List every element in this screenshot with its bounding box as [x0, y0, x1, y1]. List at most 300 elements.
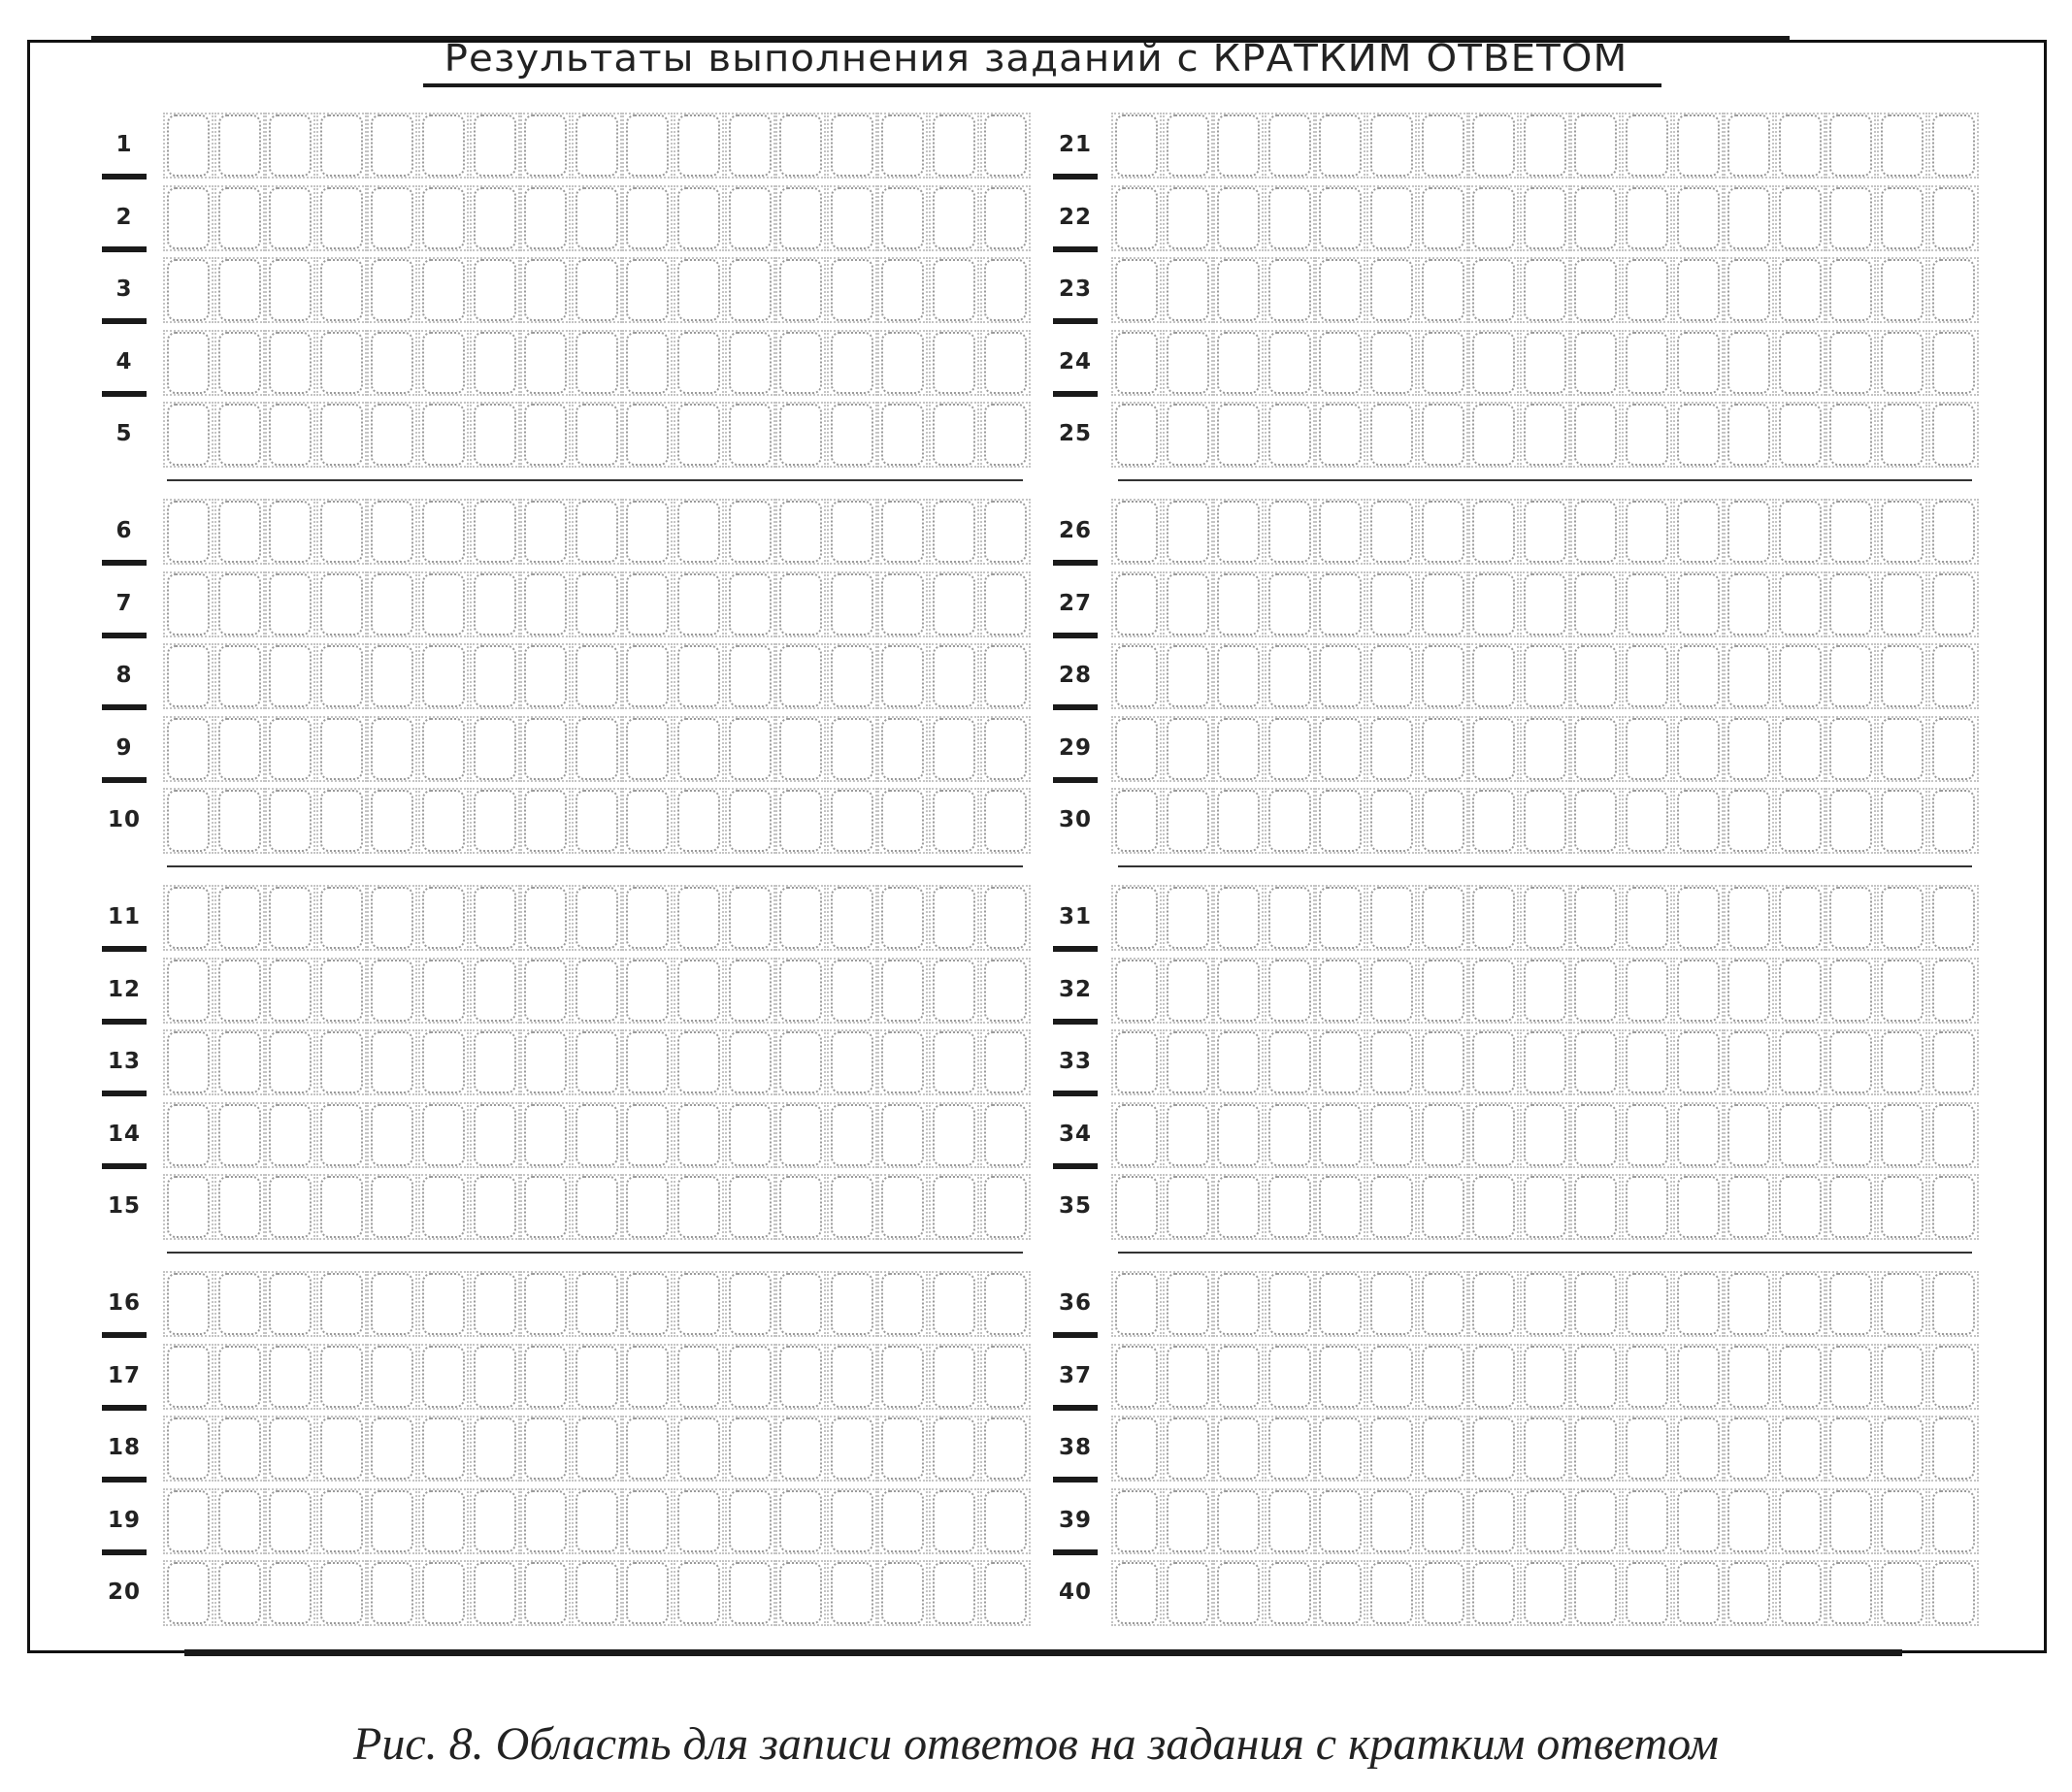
answer-cell-q28-11[interactable] [1626, 645, 1668, 707]
answer-cell-q2-10[interactable] [626, 187, 669, 249]
answer-cell-q5-14[interactable] [831, 404, 873, 466]
answer-cell-q24-14[interactable] [1779, 332, 1822, 394]
answer-cell-q5-4[interactable] [320, 404, 363, 466]
answer-cell-q33-15[interactable] [1829, 1031, 1872, 1093]
answer-cell-q31-10[interactable] [1574, 887, 1617, 949]
answer-cell-q6-2[interactable] [218, 501, 261, 563]
answer-cell-q26-11[interactable] [1626, 501, 1668, 563]
answer-cell-q7-12[interactable] [729, 573, 772, 635]
answer-cell-q24-12[interactable] [1677, 332, 1720, 394]
answer-cell-q26-5[interactable] [1319, 501, 1362, 563]
answer-cell-q33-11[interactable] [1626, 1031, 1668, 1093]
answer-cell-q12-16[interactable] [933, 960, 975, 1022]
answer-cell-q10-13[interactable] [779, 790, 822, 852]
answer-cell-q22-17[interactable] [1932, 187, 1975, 249]
answer-cell-q25-4[interactable] [1268, 404, 1311, 466]
answer-cell-q11-6[interactable] [422, 887, 465, 949]
answer-cell-q25-3[interactable] [1217, 404, 1260, 466]
answer-cell-q20-4[interactable] [320, 1562, 363, 1624]
answer-cell-q23-11[interactable] [1626, 259, 1668, 321]
answer-cell-q2-16[interactable] [933, 187, 975, 249]
answer-cell-q36-8[interactable] [1472, 1273, 1515, 1335]
answer-cell-q29-12[interactable] [1677, 718, 1720, 780]
answer-cell-q1-2[interactable] [218, 114, 261, 177]
answer-cell-q7-1[interactable] [167, 573, 210, 635]
answer-cell-q4-13[interactable] [779, 332, 822, 394]
answer-cell-q7-16[interactable] [933, 573, 975, 635]
answer-cell-q4-12[interactable] [729, 332, 772, 394]
answer-cell-q18-9[interactable] [576, 1417, 618, 1480]
answer-cell-q13-3[interactable] [269, 1031, 312, 1093]
answer-cell-q31-1[interactable] [1115, 887, 1158, 949]
answer-cell-q17-13[interactable] [779, 1346, 822, 1408]
answer-cell-q19-8[interactable] [524, 1490, 567, 1552]
answer-cell-q40-12[interactable] [1677, 1562, 1720, 1624]
answer-cell-q15-4[interactable] [320, 1176, 363, 1238]
answer-cell-q39-5[interactable] [1319, 1490, 1362, 1552]
answer-cell-q38-8[interactable] [1472, 1417, 1515, 1480]
answer-cell-q4-15[interactable] [881, 332, 924, 394]
answer-cell-q13-5[interactable] [371, 1031, 413, 1093]
answer-cell-q35-2[interactable] [1167, 1176, 1209, 1238]
answer-cell-q16-10[interactable] [626, 1273, 669, 1335]
answer-cell-q32-2[interactable] [1167, 960, 1209, 1022]
answer-cell-q30-6[interactable] [1370, 790, 1413, 852]
answer-cell-q23-17[interactable] [1932, 259, 1975, 321]
answer-cell-q2-17[interactable] [984, 187, 1027, 249]
answer-cell-q21-15[interactable] [1829, 114, 1872, 177]
answer-cell-q2-9[interactable] [576, 187, 618, 249]
answer-cell-q1-9[interactable] [576, 114, 618, 177]
answer-cell-q28-14[interactable] [1779, 645, 1822, 707]
answer-cell-q1-7[interactable] [474, 114, 516, 177]
answer-cell-q25-8[interactable] [1472, 404, 1515, 466]
answer-cell-q20-13[interactable] [779, 1562, 822, 1624]
answer-cell-q33-9[interactable] [1524, 1031, 1566, 1093]
answer-cell-q20-12[interactable] [729, 1562, 772, 1624]
answer-cell-q40-15[interactable] [1829, 1562, 1872, 1624]
answer-cell-q34-2[interactable] [1167, 1104, 1209, 1166]
answer-cell-q11-7[interactable] [474, 887, 516, 949]
answer-cell-q14-16[interactable] [933, 1104, 975, 1166]
answer-cell-q3-2[interactable] [218, 259, 261, 321]
answer-cell-q3-5[interactable] [371, 259, 413, 321]
answer-cell-q20-11[interactable] [677, 1562, 720, 1624]
answer-cell-q17-17[interactable] [984, 1346, 1027, 1408]
answer-cell-q17-1[interactable] [167, 1346, 210, 1408]
answer-cell-q12-8[interactable] [524, 960, 567, 1022]
answer-cell-q25-5[interactable] [1319, 404, 1362, 466]
answer-cell-q29-6[interactable] [1370, 718, 1413, 780]
answer-cell-q13-11[interactable] [677, 1031, 720, 1093]
answer-cell-q28-7[interactable] [1422, 645, 1464, 707]
answer-cell-q39-15[interactable] [1829, 1490, 1872, 1552]
answer-cell-q24-11[interactable] [1626, 332, 1668, 394]
answer-cell-q37-3[interactable] [1217, 1346, 1260, 1408]
answer-cell-q28-9[interactable] [1524, 645, 1566, 707]
answer-cell-q38-17[interactable] [1932, 1417, 1975, 1480]
answer-cell-q13-8[interactable] [524, 1031, 567, 1093]
answer-cell-q1-16[interactable] [933, 114, 975, 177]
answer-cell-q30-17[interactable] [1932, 790, 1975, 852]
answer-cell-q39-14[interactable] [1779, 1490, 1822, 1552]
answer-cell-q14-2[interactable] [218, 1104, 261, 1166]
answer-cell-q3-9[interactable] [576, 259, 618, 321]
answer-cell-q7-5[interactable] [371, 573, 413, 635]
answer-cell-q14-6[interactable] [422, 1104, 465, 1166]
answer-cell-q27-1[interactable] [1115, 573, 1158, 635]
answer-cell-q24-4[interactable] [1268, 332, 1311, 394]
answer-cell-q31-4[interactable] [1268, 887, 1311, 949]
answer-cell-q17-8[interactable] [524, 1346, 567, 1408]
answer-cell-q37-17[interactable] [1932, 1346, 1975, 1408]
answer-cell-q31-2[interactable] [1167, 887, 1209, 949]
answer-cell-q2-15[interactable] [881, 187, 924, 249]
answer-cell-q7-6[interactable] [422, 573, 465, 635]
answer-cell-q30-12[interactable] [1677, 790, 1720, 852]
answer-cell-q26-14[interactable] [1779, 501, 1822, 563]
answer-cell-q6-7[interactable] [474, 501, 516, 563]
answer-cell-q17-2[interactable] [218, 1346, 261, 1408]
answer-cell-q31-11[interactable] [1626, 887, 1668, 949]
answer-cell-q9-8[interactable] [524, 718, 567, 780]
answer-cell-q13-9[interactable] [576, 1031, 618, 1093]
answer-cell-q8-13[interactable] [779, 645, 822, 707]
answer-cell-q16-14[interactable] [831, 1273, 873, 1335]
answer-cell-q13-14[interactable] [831, 1031, 873, 1093]
answer-cell-q30-7[interactable] [1422, 790, 1464, 852]
answer-cell-q29-3[interactable] [1217, 718, 1260, 780]
answer-cell-q24-10[interactable] [1574, 332, 1617, 394]
answer-cell-q19-7[interactable] [474, 1490, 516, 1552]
answer-cell-q29-16[interactable] [1881, 718, 1924, 780]
answer-cell-q14-17[interactable] [984, 1104, 1027, 1166]
answer-cell-q9-3[interactable] [269, 718, 312, 780]
answer-cell-q13-15[interactable] [881, 1031, 924, 1093]
answer-cell-q36-10[interactable] [1574, 1273, 1617, 1335]
answer-cell-q36-12[interactable] [1677, 1273, 1720, 1335]
answer-cell-q15-1[interactable] [167, 1176, 210, 1238]
answer-cell-q1-3[interactable] [269, 114, 312, 177]
answer-cell-q15-8[interactable] [524, 1176, 567, 1238]
answer-cell-q13-2[interactable] [218, 1031, 261, 1093]
answer-cell-q23-12[interactable] [1677, 259, 1720, 321]
answer-cell-q10-6[interactable] [422, 790, 465, 852]
answer-cell-q27-4[interactable] [1268, 573, 1311, 635]
answer-cell-q37-10[interactable] [1574, 1346, 1617, 1408]
answer-cell-q7-8[interactable] [524, 573, 567, 635]
answer-cell-q16-17[interactable] [984, 1273, 1027, 1335]
answer-cell-q23-6[interactable] [1370, 259, 1413, 321]
answer-cell-q1-15[interactable] [881, 114, 924, 177]
answer-cell-q12-7[interactable] [474, 960, 516, 1022]
answer-cell-q12-6[interactable] [422, 960, 465, 1022]
answer-cell-q13-4[interactable] [320, 1031, 363, 1093]
answer-cell-q29-9[interactable] [1524, 718, 1566, 780]
answer-cell-q18-7[interactable] [474, 1417, 516, 1480]
answer-cell-q10-2[interactable] [218, 790, 261, 852]
answer-cell-q13-1[interactable] [167, 1031, 210, 1093]
answer-cell-q26-1[interactable] [1115, 501, 1158, 563]
answer-cell-q22-14[interactable] [1779, 187, 1822, 249]
answer-cell-q10-1[interactable] [167, 790, 210, 852]
answer-cell-q8-17[interactable] [984, 645, 1027, 707]
answer-cell-q18-6[interactable] [422, 1417, 465, 1480]
answer-cell-q27-12[interactable] [1677, 573, 1720, 635]
answer-cell-q7-9[interactable] [576, 573, 618, 635]
answer-cell-q4-16[interactable] [933, 332, 975, 394]
answer-cell-q12-3[interactable] [269, 960, 312, 1022]
answer-cell-q2-14[interactable] [831, 187, 873, 249]
answer-cell-q22-12[interactable] [1677, 187, 1720, 249]
answer-cell-q11-10[interactable] [626, 887, 669, 949]
answer-cell-q7-15[interactable] [881, 573, 924, 635]
answer-cell-q16-4[interactable] [320, 1273, 363, 1335]
answer-cell-q3-7[interactable] [474, 259, 516, 321]
answer-cell-q19-4[interactable] [320, 1490, 363, 1552]
answer-cell-q22-11[interactable] [1626, 187, 1668, 249]
answer-cell-q35-7[interactable] [1422, 1176, 1464, 1238]
answer-cell-q11-12[interactable] [729, 887, 772, 949]
answer-cell-q39-13[interactable] [1727, 1490, 1770, 1552]
answer-cell-q7-11[interactable] [677, 573, 720, 635]
answer-cell-q11-11[interactable] [677, 887, 720, 949]
answer-cell-q14-1[interactable] [167, 1104, 210, 1166]
answer-cell-q26-4[interactable] [1268, 501, 1311, 563]
answer-cell-q40-8[interactable] [1472, 1562, 1515, 1624]
answer-cell-q19-13[interactable] [779, 1490, 822, 1552]
answer-cell-q3-3[interactable] [269, 259, 312, 321]
answer-cell-q18-16[interactable] [933, 1417, 975, 1480]
answer-cell-q14-9[interactable] [576, 1104, 618, 1166]
answer-cell-q25-9[interactable] [1524, 404, 1566, 466]
answer-cell-q25-6[interactable] [1370, 404, 1413, 466]
answer-cell-q40-11[interactable] [1626, 1562, 1668, 1624]
answer-cell-q38-11[interactable] [1626, 1417, 1668, 1480]
answer-cell-q19-11[interactable] [677, 1490, 720, 1552]
answer-cell-q8-2[interactable] [218, 645, 261, 707]
answer-cell-q17-15[interactable] [881, 1346, 924, 1408]
answer-cell-q36-15[interactable] [1829, 1273, 1872, 1335]
answer-cell-q39-2[interactable] [1167, 1490, 1209, 1552]
answer-cell-q25-7[interactable] [1422, 404, 1464, 466]
answer-cell-q30-5[interactable] [1319, 790, 1362, 852]
answer-cell-q34-17[interactable] [1932, 1104, 1975, 1166]
answer-cell-q15-17[interactable] [984, 1176, 1027, 1238]
answer-cell-q20-10[interactable] [626, 1562, 669, 1624]
answer-cell-q26-16[interactable] [1881, 501, 1924, 563]
answer-cell-q6-8[interactable] [524, 501, 567, 563]
answer-cell-q16-11[interactable] [677, 1273, 720, 1335]
answer-cell-q30-15[interactable] [1829, 790, 1872, 852]
answer-cell-q37-9[interactable] [1524, 1346, 1566, 1408]
answer-cell-q31-9[interactable] [1524, 887, 1566, 949]
answer-cell-q32-12[interactable] [1677, 960, 1720, 1022]
answer-cell-q10-15[interactable] [881, 790, 924, 852]
answer-cell-q19-3[interactable] [269, 1490, 312, 1552]
answer-cell-q39-1[interactable] [1115, 1490, 1158, 1552]
answer-cell-q40-5[interactable] [1319, 1562, 1362, 1624]
answer-cell-q28-5[interactable] [1319, 645, 1362, 707]
answer-cell-q32-17[interactable] [1932, 960, 1975, 1022]
answer-cell-q36-1[interactable] [1115, 1273, 1158, 1335]
answer-cell-q5-10[interactable] [626, 404, 669, 466]
answer-cell-q10-14[interactable] [831, 790, 873, 852]
answer-cell-q10-16[interactable] [933, 790, 975, 852]
answer-cell-q11-17[interactable] [984, 887, 1027, 949]
answer-cell-q15-6[interactable] [422, 1176, 465, 1238]
answer-cell-q2-6[interactable] [422, 187, 465, 249]
answer-cell-q22-3[interactable] [1217, 187, 1260, 249]
answer-cell-q1-17[interactable] [984, 114, 1027, 177]
answer-cell-q34-15[interactable] [1829, 1104, 1872, 1166]
answer-cell-q15-7[interactable] [474, 1176, 516, 1238]
answer-cell-q12-15[interactable] [881, 960, 924, 1022]
answer-cell-q33-7[interactable] [1422, 1031, 1464, 1093]
answer-cell-q2-5[interactable] [371, 187, 413, 249]
answer-cell-q23-14[interactable] [1779, 259, 1822, 321]
answer-cell-q17-14[interactable] [831, 1346, 873, 1408]
answer-cell-q5-1[interactable] [167, 404, 210, 466]
answer-cell-q32-5[interactable] [1319, 960, 1362, 1022]
answer-cell-q37-2[interactable] [1167, 1346, 1209, 1408]
answer-cell-q7-7[interactable] [474, 573, 516, 635]
answer-cell-q3-15[interactable] [881, 259, 924, 321]
answer-cell-q15-10[interactable] [626, 1176, 669, 1238]
answer-cell-q26-9[interactable] [1524, 501, 1566, 563]
answer-cell-q15-3[interactable] [269, 1176, 312, 1238]
answer-cell-q37-6[interactable] [1370, 1346, 1413, 1408]
answer-cell-q12-11[interactable] [677, 960, 720, 1022]
answer-cell-q15-16[interactable] [933, 1176, 975, 1238]
answer-cell-q34-14[interactable] [1779, 1104, 1822, 1166]
answer-cell-q31-12[interactable] [1677, 887, 1720, 949]
answer-cell-q6-14[interactable] [831, 501, 873, 563]
answer-cell-q29-7[interactable] [1422, 718, 1464, 780]
answer-cell-q32-14[interactable] [1779, 960, 1822, 1022]
answer-cell-q35-5[interactable] [1319, 1176, 1362, 1238]
answer-cell-q27-13[interactable] [1727, 573, 1770, 635]
answer-cell-q38-15[interactable] [1829, 1417, 1872, 1480]
answer-cell-q20-16[interactable] [933, 1562, 975, 1624]
answer-cell-q8-11[interactable] [677, 645, 720, 707]
answer-cell-q39-12[interactable] [1677, 1490, 1720, 1552]
answer-cell-q8-3[interactable] [269, 645, 312, 707]
answer-cell-q30-10[interactable] [1574, 790, 1617, 852]
answer-cell-q20-7[interactable] [474, 1562, 516, 1624]
answer-cell-q34-8[interactable] [1472, 1104, 1515, 1166]
answer-cell-q36-13[interactable] [1727, 1273, 1770, 1335]
answer-cell-q30-16[interactable] [1881, 790, 1924, 852]
answer-cell-q11-2[interactable] [218, 887, 261, 949]
answer-cell-q8-6[interactable] [422, 645, 465, 707]
answer-cell-q40-9[interactable] [1524, 1562, 1566, 1624]
answer-cell-q28-1[interactable] [1115, 645, 1158, 707]
answer-cell-q35-14[interactable] [1779, 1176, 1822, 1238]
answer-cell-q11-8[interactable] [524, 887, 567, 949]
answer-cell-q9-4[interactable] [320, 718, 363, 780]
answer-cell-q26-2[interactable] [1167, 501, 1209, 563]
answer-cell-q40-1[interactable] [1115, 1562, 1158, 1624]
answer-cell-q35-17[interactable] [1932, 1176, 1975, 1238]
answer-cell-q36-16[interactable] [1881, 1273, 1924, 1335]
answer-cell-q8-8[interactable] [524, 645, 567, 707]
answer-cell-q17-9[interactable] [576, 1346, 618, 1408]
answer-cell-q28-2[interactable] [1167, 645, 1209, 707]
answer-cell-q12-9[interactable] [576, 960, 618, 1022]
answer-cell-q15-14[interactable] [831, 1176, 873, 1238]
answer-cell-q7-2[interactable] [218, 573, 261, 635]
answer-cell-q20-14[interactable] [831, 1562, 873, 1624]
answer-cell-q3-17[interactable] [984, 259, 1027, 321]
answer-cell-q27-3[interactable] [1217, 573, 1260, 635]
answer-cell-q8-1[interactable] [167, 645, 210, 707]
answer-cell-q1-4[interactable] [320, 114, 363, 177]
answer-cell-q10-11[interactable] [677, 790, 720, 852]
answer-cell-q26-12[interactable] [1677, 501, 1720, 563]
answer-cell-q16-8[interactable] [524, 1273, 567, 1335]
answer-cell-q31-6[interactable] [1370, 887, 1413, 949]
answer-cell-q31-3[interactable] [1217, 887, 1260, 949]
answer-cell-q32-1[interactable] [1115, 960, 1158, 1022]
answer-cell-q8-15[interactable] [881, 645, 924, 707]
answer-cell-q1-1[interactable] [167, 114, 210, 177]
answer-cell-q5-15[interactable] [881, 404, 924, 466]
answer-cell-q20-6[interactable] [422, 1562, 465, 1624]
answer-cell-q19-2[interactable] [218, 1490, 261, 1552]
answer-cell-q7-17[interactable] [984, 573, 1027, 635]
answer-cell-q16-6[interactable] [422, 1273, 465, 1335]
answer-cell-q38-3[interactable] [1217, 1417, 1260, 1480]
answer-cell-q38-13[interactable] [1727, 1417, 1770, 1480]
answer-cell-q30-3[interactable] [1217, 790, 1260, 852]
answer-cell-q36-9[interactable] [1524, 1273, 1566, 1335]
answer-cell-q31-13[interactable] [1727, 887, 1770, 949]
answer-cell-q26-17[interactable] [1932, 501, 1975, 563]
answer-cell-q25-16[interactable] [1881, 404, 1924, 466]
answer-cell-q5-8[interactable] [524, 404, 567, 466]
answer-cell-q32-13[interactable] [1727, 960, 1770, 1022]
answer-cell-q28-13[interactable] [1727, 645, 1770, 707]
answer-cell-q9-14[interactable] [831, 718, 873, 780]
answer-cell-q26-10[interactable] [1574, 501, 1617, 563]
answer-cell-q12-4[interactable] [320, 960, 363, 1022]
answer-cell-q19-17[interactable] [984, 1490, 1027, 1552]
answer-cell-q33-14[interactable] [1779, 1031, 1822, 1093]
answer-cell-q23-16[interactable] [1881, 259, 1924, 321]
answer-cell-q6-10[interactable] [626, 501, 669, 563]
answer-cell-q9-13[interactable] [779, 718, 822, 780]
answer-cell-q16-5[interactable] [371, 1273, 413, 1335]
answer-cell-q19-9[interactable] [576, 1490, 618, 1552]
answer-cell-q31-8[interactable] [1472, 887, 1515, 949]
answer-cell-q21-9[interactable] [1524, 114, 1566, 177]
answer-cell-q14-13[interactable] [779, 1104, 822, 1166]
answer-cell-q22-4[interactable] [1268, 187, 1311, 249]
answer-cell-q16-15[interactable] [881, 1273, 924, 1335]
answer-cell-q6-17[interactable] [984, 501, 1027, 563]
answer-cell-q28-10[interactable] [1574, 645, 1617, 707]
answer-cell-q6-12[interactable] [729, 501, 772, 563]
answer-cell-q23-3[interactable] [1217, 259, 1260, 321]
answer-cell-q22-6[interactable] [1370, 187, 1413, 249]
answer-cell-q8-16[interactable] [933, 645, 975, 707]
answer-cell-q9-17[interactable] [984, 718, 1027, 780]
answer-cell-q21-12[interactable] [1677, 114, 1720, 177]
answer-cell-q6-3[interactable] [269, 501, 312, 563]
answer-cell-q22-10[interactable] [1574, 187, 1617, 249]
answer-cell-q38-9[interactable] [1524, 1417, 1566, 1480]
